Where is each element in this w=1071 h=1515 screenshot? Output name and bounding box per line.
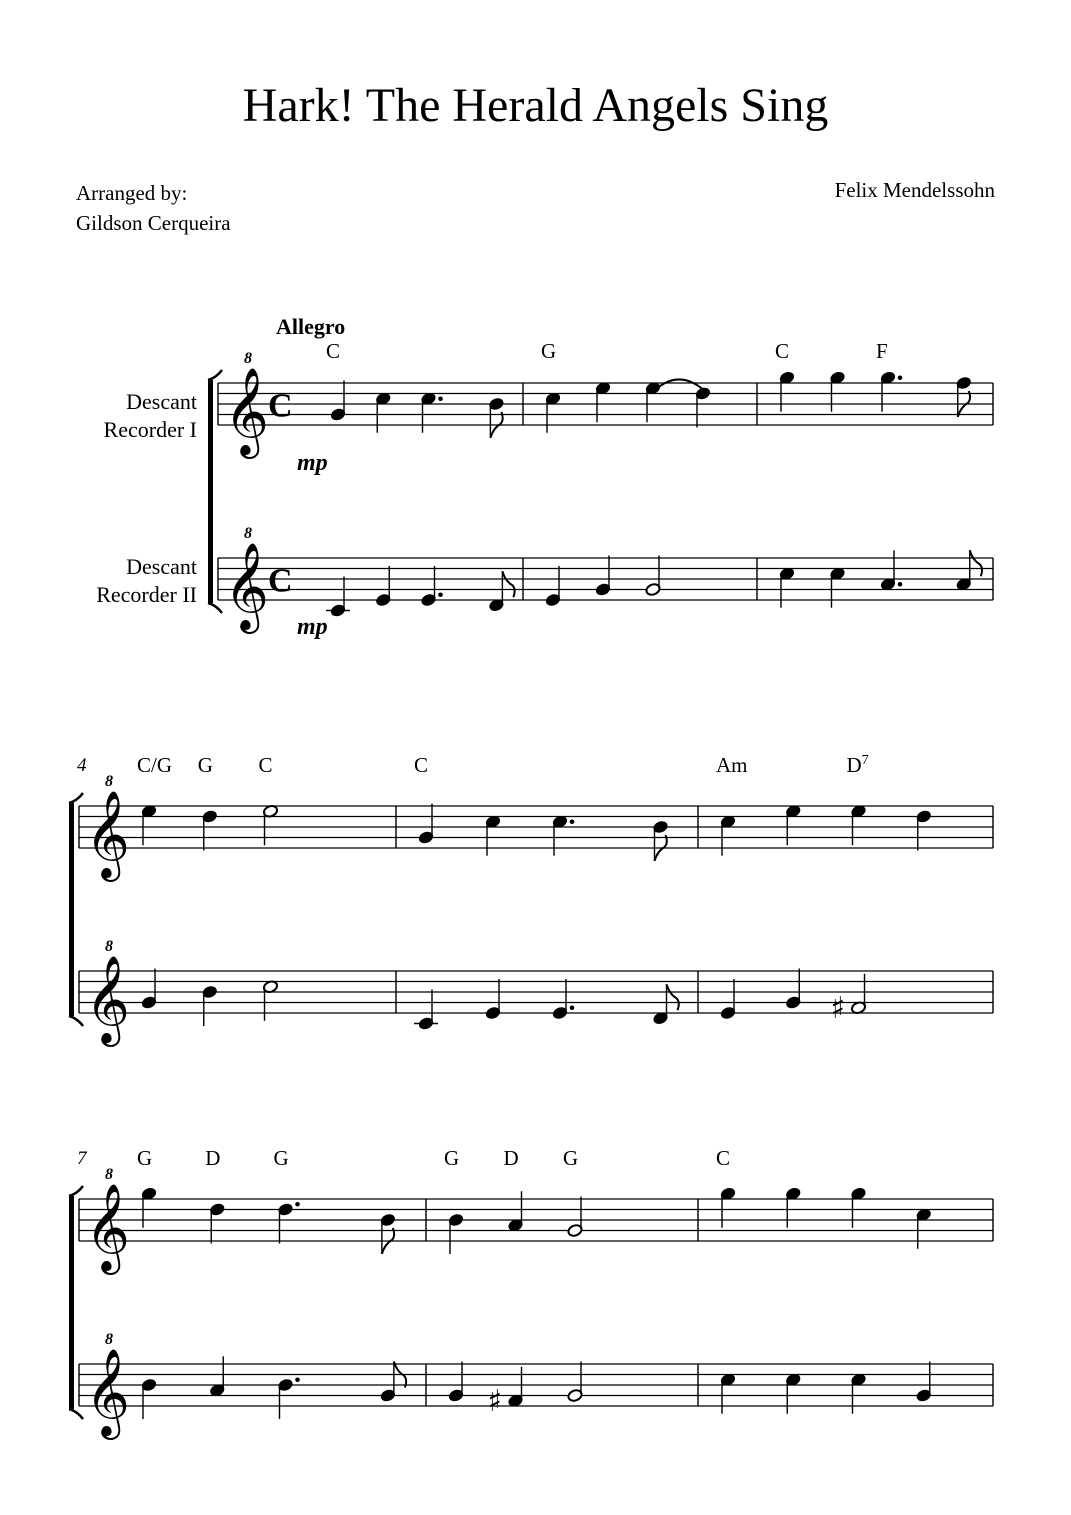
dot bbox=[295, 1377, 300, 1382]
chord-symbol: G bbox=[197, 753, 213, 777]
arranged-by-label: Arranged by: bbox=[76, 181, 188, 205]
bracket-hook bbox=[69, 1016, 83, 1026]
bracket-hook bbox=[69, 1409, 83, 1419]
chord-symbol: C bbox=[414, 753, 429, 777]
chord-symbol: G bbox=[541, 339, 557, 363]
octave-mark: 8 bbox=[105, 938, 113, 955]
eighth-flag bbox=[667, 984, 679, 1010]
time-signature: C bbox=[268, 387, 293, 425]
chord-symbol: G bbox=[273, 1146, 289, 1170]
composer-name: Felix Mendelssohn bbox=[834, 178, 995, 202]
chord-symbol: F bbox=[876, 339, 888, 363]
octave-mark: 8 bbox=[105, 1166, 113, 1183]
chord-symbol: D bbox=[205, 1146, 221, 1170]
dynamic-marking: mp bbox=[297, 450, 328, 476]
dot bbox=[898, 375, 903, 380]
time-signature: C bbox=[268, 562, 293, 600]
sharp-icon: ♯ bbox=[830, 990, 846, 1026]
treble-clef-icon: 𝄞 bbox=[85, 1347, 130, 1436]
octave-mark: 8 bbox=[105, 773, 113, 790]
octave-mark: 8 bbox=[244, 525, 252, 542]
bracket-hook bbox=[208, 370, 222, 380]
system-bracket bbox=[69, 803, 74, 1016]
octave-mark: 8 bbox=[244, 350, 252, 367]
octave-mark: 8 bbox=[105, 1331, 113, 1348]
chord-symbol: G bbox=[563, 1146, 579, 1170]
chord-extension: 7 bbox=[861, 753, 869, 768]
bracket-hook bbox=[208, 603, 222, 613]
eighth-flag bbox=[970, 550, 982, 576]
instrument-name: Recorder I bbox=[103, 417, 197, 442]
bracket-hook bbox=[69, 793, 83, 803]
dot bbox=[438, 396, 443, 401]
chord-symbol: C bbox=[326, 339, 341, 363]
sharp-icon: ♯ bbox=[487, 1383, 503, 1419]
score-title: Hark! The Herald Angels Sing bbox=[242, 79, 829, 132]
measure-number: 4 bbox=[77, 755, 87, 776]
measure-number: 7 bbox=[77, 1148, 87, 1169]
treble-clef-icon: 𝄞 bbox=[224, 541, 269, 630]
dot bbox=[570, 819, 575, 824]
dot bbox=[570, 1005, 575, 1010]
dynamic-marking: mp bbox=[297, 614, 328, 640]
chord-symbol: D bbox=[503, 1146, 519, 1170]
eighth-flag bbox=[502, 571, 514, 597]
treble-clef-icon: 𝄞 bbox=[85, 789, 130, 878]
chord-symbol: C bbox=[258, 753, 273, 777]
treble-clef-icon: 𝄞 bbox=[85, 1182, 130, 1271]
chord-symbol: C bbox=[775, 339, 790, 363]
bracket-hook bbox=[69, 1186, 83, 1196]
instrument-name: Descant bbox=[126, 554, 197, 579]
dot bbox=[438, 592, 443, 597]
chord-symbol: $D^7$ bbox=[846, 753, 869, 777]
chord-symbol: Am bbox=[716, 753, 748, 777]
treble-clef-icon: 𝄞 bbox=[85, 954, 130, 1043]
system-bracket bbox=[69, 1196, 74, 1409]
instrument-name: Descant bbox=[126, 389, 197, 414]
treble-clef-icon: 𝄞 bbox=[224, 366, 269, 455]
chord-symbol: C/G bbox=[137, 753, 173, 777]
chord-symbol: C bbox=[716, 1146, 731, 1170]
arranger-name: Gildson Cerqueira bbox=[76, 211, 231, 235]
chord-symbol: G bbox=[444, 1146, 460, 1170]
chord-symbol: G bbox=[137, 1146, 153, 1170]
dot bbox=[295, 1202, 300, 1207]
instrument-name: Recorder II bbox=[96, 582, 197, 607]
dot bbox=[898, 582, 903, 587]
tempo-marking: Allegro bbox=[276, 314, 346, 339]
system-bracket bbox=[208, 380, 213, 603]
